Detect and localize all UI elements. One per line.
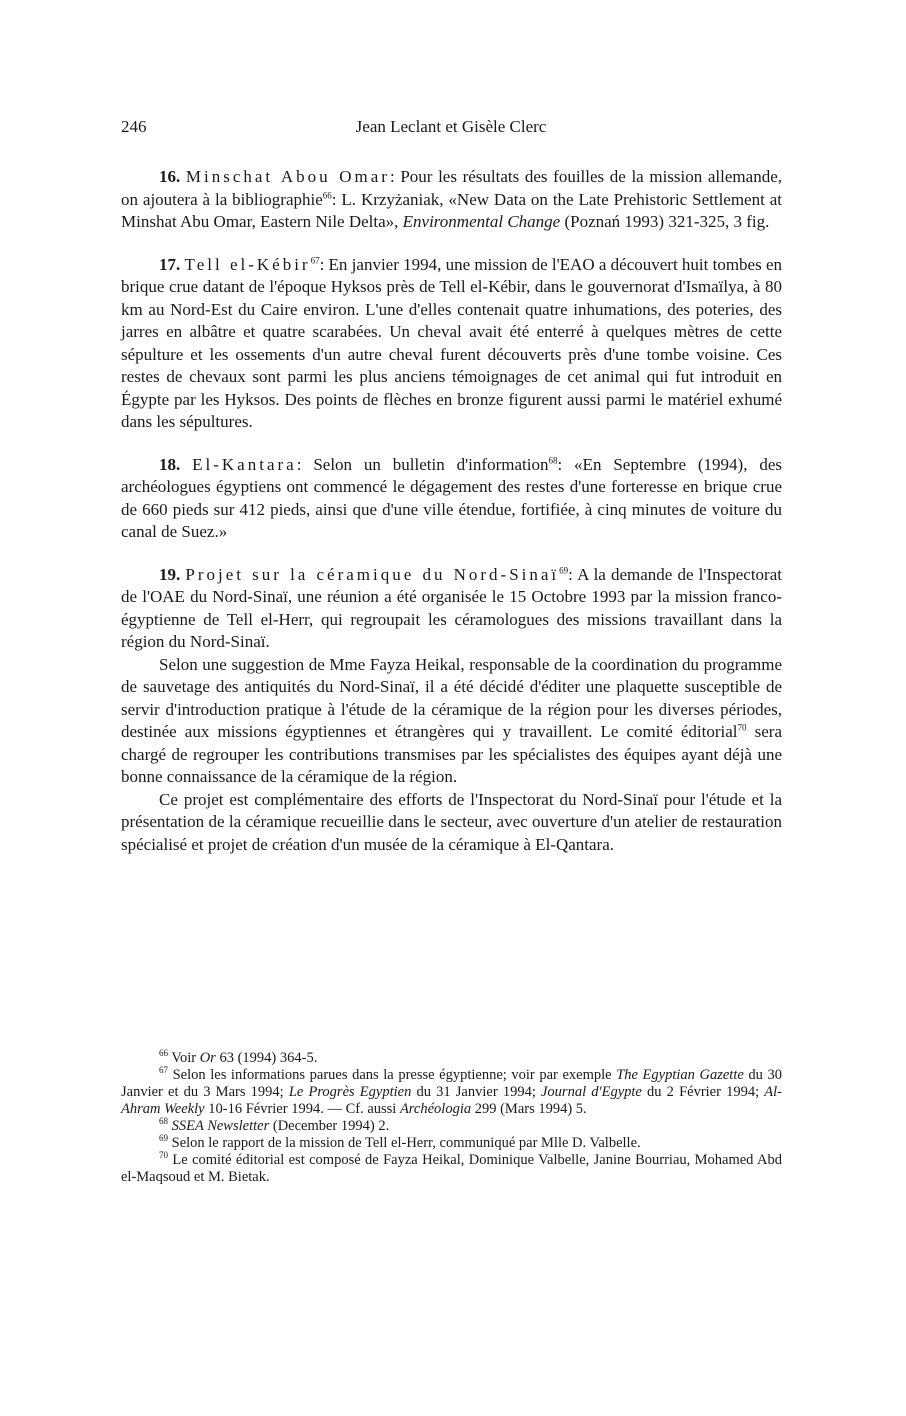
section-17 [121, 254, 782, 434]
section-text: : En janvier 1994, une mission de l'EAO a découvert huit tombes en brique crue datant de l'époque Hyksos près de Tell el-Kébir, dans le gouvernorat d'Ismaïlya, à 80 km au Nord-Est du Caire environ. L'une d'elles contenait quatre inhumations, des poteries, des jarres en albâtre et quatre scarabées. Un cheval avait été enterré à quelques mètres de cette sépulture et les ossements d'un autre cheval furent découverts près d'une tombe voisine. Ces restes de chevaux sont parmi les plus anciens témoignages de cet animal qui fut introduit en Égypte par les Hyksos. Des points de flèches en bronze figurent aussi parmi le matériel exhumé dans les sépultures. [121, 254, 783, 431]
section-text: : Selon un bulletin d'information [296, 454, 549, 474]
footnote-text: 299 (Mars 1994) 5. [471, 1101, 587, 1117]
footnote-ref: 69 [559, 564, 569, 575]
footnote-text: du 2 Février 1994; [641, 1084, 765, 1100]
section-title: Projet sur la céramique du Nord-Sinaï [185, 564, 560, 584]
journal-title: Al-Ahram Weekly [121, 1084, 782, 1117]
section-text: : A la demande de l'Inspectorat de l'OAE du Nord-Sinaï, une réunion a été organisée le 15 Octobre 1993 par la mission franco-égyptienne de Tell el-Herr, qui regroupait les céramologues des missions travaillant dans la région du Nord-Sinaï. [121, 564, 782, 651]
section-number: 17. [159, 254, 181, 274]
section-text: : L. Krzyżaniak, «New Data on the Late Prehistoric Settlement at Minshat Abu Omar, Eastern Nile Delta», [121, 189, 782, 231]
footnote-ref: 67 [310, 254, 320, 265]
journal-title: Le Progrès Egyptien [288, 1084, 412, 1100]
footnote-text: Voir [168, 1050, 200, 1066]
journal-title: The Egyptian Gazette [616, 1067, 744, 1083]
footnote-number: 68 [159, 1116, 168, 1127]
section-16 [121, 166, 782, 234]
running-title: Jean Leclant et Gisèle Clerc [355, 117, 547, 136]
footnote-number: 66 [159, 1048, 168, 1059]
footnote-text: Selon le rapport de la mission de Tell el-Herr, communiqué par Mlle D. Valbelle. [168, 1135, 641, 1151]
section-title: El-Kantara [192, 454, 297, 474]
section-19-paragraph-2 [121, 654, 782, 789]
footnotes [121, 1050, 782, 1186]
section-19-paragraph-3: Ce projet est complémentaire des efforts de l'Inspectorat du Nord-Sinaï pour l'étude et la présentation de la céramique recueillie dans le secteur, avec ouverture d'un atelier de restauration spécialisé et projet de création d'un musée de la céramique à El-Qantara. [121, 789, 782, 854]
journal-title: Or [199, 1050, 216, 1066]
footnote-ref: 66 [322, 189, 332, 200]
journal-title: Archéologia [399, 1101, 472, 1117]
section-text: : «En Septembre (1994), des archéologues égyptiens ont commencé le dégagement des restes d'une forteresse en brique crue de 660 pieds sur 412 pieds, ainsi que d'une ville étendue, fortifiée, à cinq minutes de voiture du canal de Suez.» [121, 454, 783, 541]
footnote-ref: 70 [737, 722, 747, 733]
section-number: 16. [159, 167, 181, 186]
page-number: 246 [121, 117, 147, 136]
section-title: Minschat Abou Omar [185, 167, 390, 186]
section-title: Tell el-Kébir [184, 254, 311, 274]
section-number: 19. [159, 564, 181, 584]
journal-title: Journal d'Egypte [541, 1084, 642, 1100]
footnote-68 [121, 1118, 782, 1135]
section-number: 18. [159, 454, 181, 474]
journal-title: SSEA Newsletter [171, 1118, 270, 1134]
footnote-number: 67 [159, 1065, 168, 1076]
article-body [121, 166, 782, 856]
section-19 [121, 564, 782, 654]
footnote-text: Le comité éditorial est composé de Fayza Heikal, Dominique Valbelle, Janine Bourriau, Mohamed Abd el-Maqsoud et M. Bietak. [121, 1152, 782, 1185]
paragraph-text: sera chargé de regrouper les contributions transmises par les spécialistes des équipes ayant déjà une bonne connaissance de la céramique de la région. [121, 722, 782, 786]
footnote-text: (December 1994) 2. [269, 1118, 390, 1134]
footnote-67 [121, 1067, 782, 1118]
section-text: : Pour les résultats des fouilles de la mission allemande, on ajoutera à la bibliographie [121, 167, 782, 209]
footnote-69 [121, 1135, 782, 1152]
book-title: Environmental Change [402, 212, 561, 231]
footnote-text: 10-16 Février 1994. — Cf. aussi [204, 1101, 400, 1117]
footnote-text: du 30 Janvier et du 3 Mars 1994; [121, 1067, 782, 1100]
footnote-text: 63 (1994) 364-5. [215, 1050, 318, 1066]
paragraph-text: Selon une suggestion de Mme Fayza Heikal, responsable de la coordination du programme de sauvetage des antiquités du Nord-Sinaï, il a été décidé d'éditer une plaquette susceptible de servir d'introduction pratique à l'étude de la céramique de la région pour les diverses périodes, destinée aux missions égyptiennes et étrangères qui y travaillent. Le comité éditorial [121, 654, 782, 741]
footnote-ref: 68 [548, 454, 558, 465]
section-text: (Poznań 1993) 321-325, 3 fig. [560, 212, 770, 231]
footnote-70 [121, 1152, 782, 1186]
page-header [121, 115, 781, 139]
footnote-66 [121, 1050, 782, 1067]
section-18 [121, 454, 782, 544]
footnote-text: du 31 Janvier 1994; [411, 1084, 541, 1100]
footnote-text: Selon les informations parues dans la presse égyptienne; voir par exemple [168, 1067, 617, 1083]
footnote-number: 70 [159, 1150, 168, 1161]
footnote-number: 69 [159, 1133, 168, 1144]
